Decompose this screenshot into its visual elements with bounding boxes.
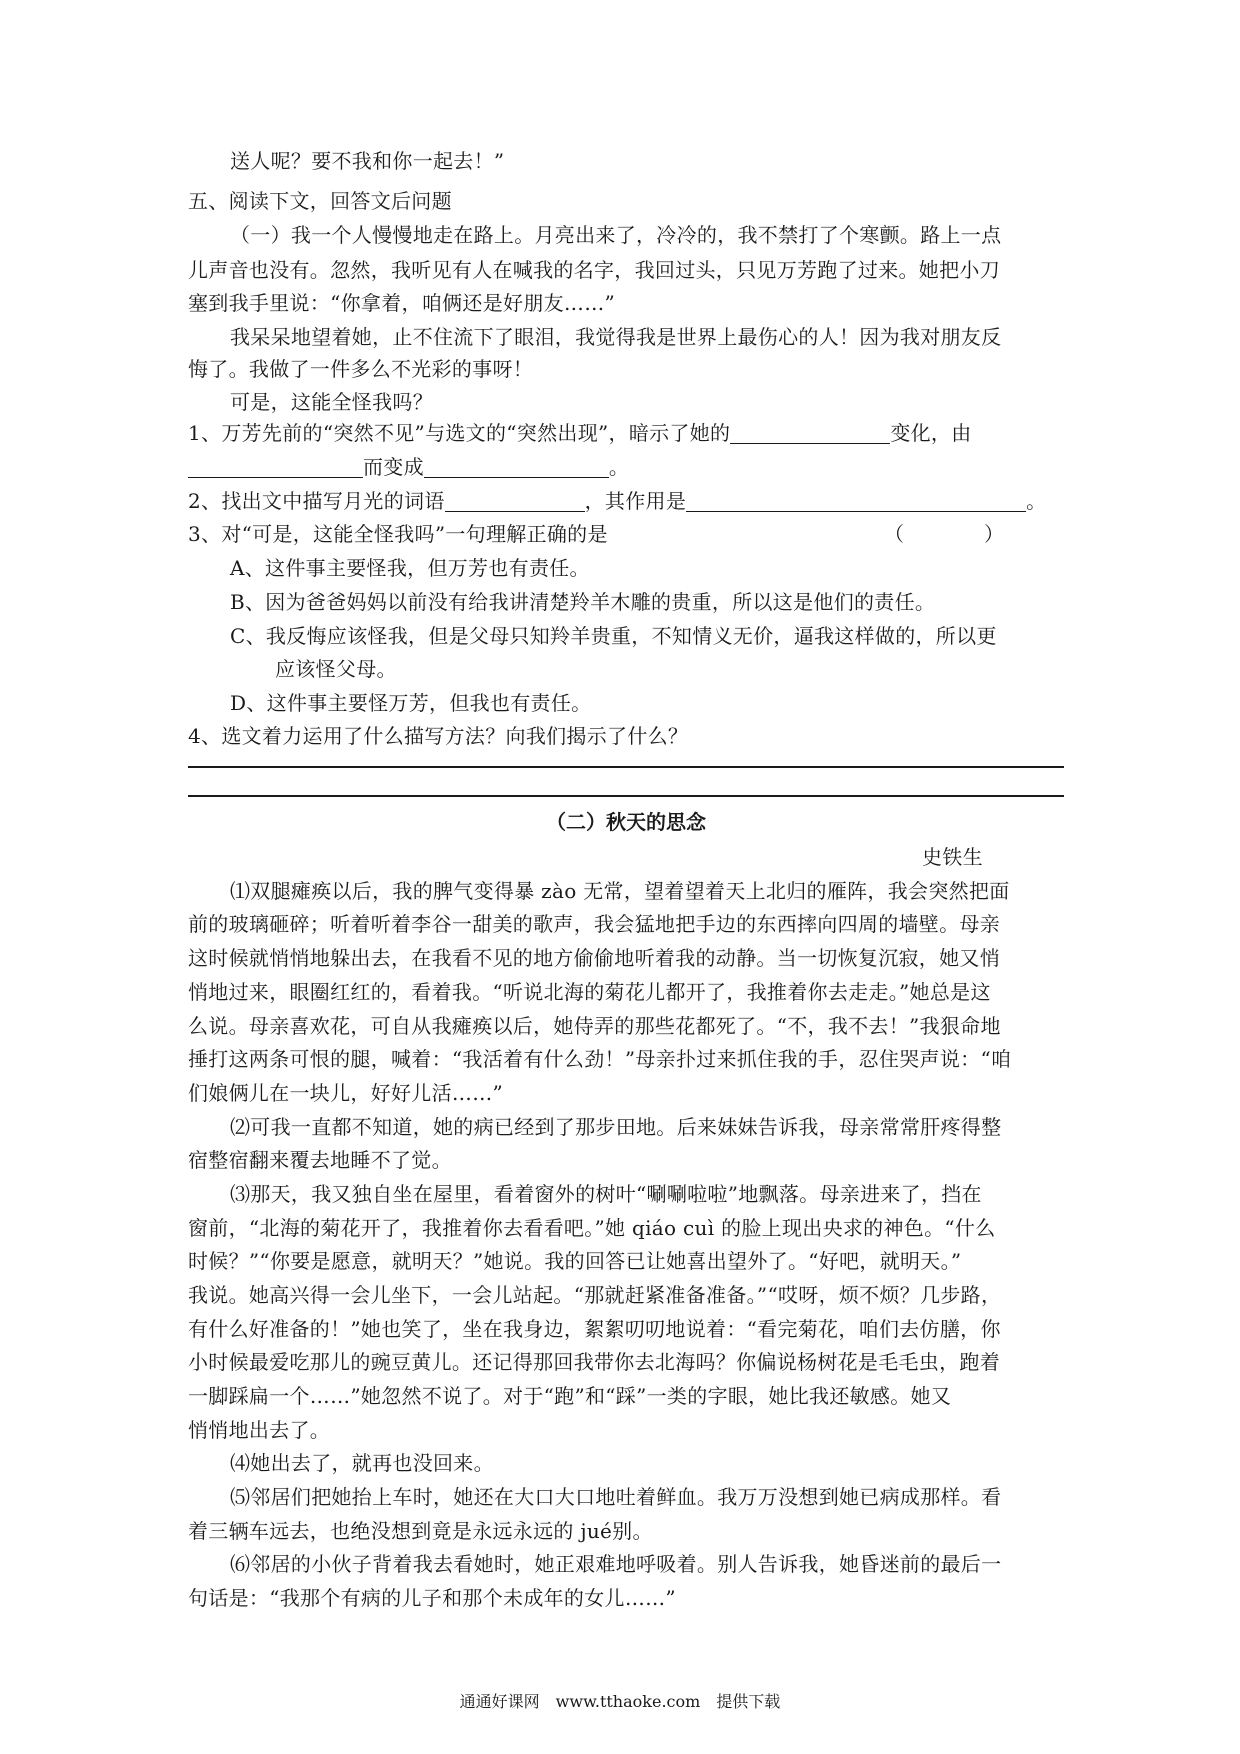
- question-1-text: 1、万芳先前的“突然不见”与选文的“突然出现”，暗示了她的: [188, 421, 731, 445]
- option-a: A、这件事主要怪我，但万芳也有责任。: [230, 556, 590, 580]
- text-line: 送人呢？要不我和你一起去！”: [230, 149, 505, 173]
- passage-line: ⑴双腿瘫痪以后，我的脾气变得暴 zào 无常，望着望着天上北归的雁阵，我会突然把面: [230, 879, 1010, 903]
- passage-line: ⑶那天，我又独自坐在屋里，看着窗外的树叶“唰唰啦啦”地飘落。母亲进来了，挡在: [230, 1182, 982, 1206]
- passage-line: 着三辆车远去，也绝没想到竟是永远永远的 jué别。: [188, 1519, 653, 1543]
- answer-blank[interactable]: [686, 491, 1026, 512]
- passage-line: ⑷她出去了，就再也没回来。: [230, 1451, 494, 1475]
- question-1: [188, 420, 972, 446]
- passage-line: 们娘俩儿在一块儿，好好儿活……”: [188, 1081, 504, 1105]
- option-d: D、这件事主要怪万芳，但我也有责任。: [230, 691, 592, 715]
- answer-blank[interactable]: [188, 457, 363, 478]
- passage-line: 有什么好准备的！”她也笑了，坐在我身边，絮絮叨叨地说着：“看完菊花，咱们去仿膳，你: [188, 1317, 1001, 1341]
- passage-line: 么说。母亲喜欢花，可自从我瘫痪以后，她侍弄的那些花都死了。“不，我不去！”我狠命地: [188, 1014, 1001, 1038]
- question-4: 4、选文着力运用了什么描写方法？向我们揭示了什么？: [188, 724, 689, 748]
- answer-paren-close: ）: [984, 522, 1005, 546]
- question-1-continued: [188, 454, 629, 480]
- option-c: C、我反悔应该怪我，但是父母只知羚羊贵重，不知情义无价，逼我这样做的，所以更: [230, 624, 997, 648]
- option-b: B、因为爸爸妈妈以前没有给我讲清楚羚羊木雕的贵重，所以这是他们的责任。: [230, 590, 936, 614]
- passage-line: 前的玻璃砸碎；听着听着李谷一甜美的歌声，我会猛地把手边的东西摔向四周的墙壁。母亲: [188, 912, 1000, 936]
- passage-line: 儿声音也没有。忽然，我听见有人在喊我的名字，我回过头，只见万芳跑了过来。她把小刀: [188, 258, 1000, 282]
- passage-line: ⑸邻居们把她抬上车时，她还在大口大口地吐着鲜血。我万万没想到她已病成那样。看: [230, 1485, 1002, 1509]
- passage-line: 悄悄地出去了。: [188, 1418, 331, 1442]
- passage-line: 窗前，“北海的菊花开了，我推着你去看看吧。”她 qiáo cuì 的脸上现出央求的神色。“什么: [188, 1216, 996, 1240]
- answer-blank[interactable]: [730, 423, 890, 444]
- option-c-continued: 应该怪父母。: [275, 657, 397, 681]
- passage-line: ⑵可我一直都不知道，她的病已经到了那步田地。后来妹妹告诉我，母亲常常肝疼得整: [230, 1115, 1002, 1139]
- passage-line: 捶打这两条可恨的腿，喊着：“我活着有什么劲！”母亲扑过来抓住我的手，忍住哭声说：“咱: [188, 1047, 1012, 1071]
- passage-line: 塞到我手里说：“你拿着，咱俩还是好朋友……”: [188, 291, 616, 315]
- question-3-stem: 3、对“可是，这能全怪我吗”一句理解正确的是: [188, 522, 608, 546]
- passage-line: 悄地过来，眼圈红红的，看着我。“听说北海的菊花儿都开了，我推着你去走走。”她总是这: [188, 980, 991, 1004]
- question-2-text: ，其作用是: [584, 489, 687, 513]
- question-2-text: 。: [1026, 489, 1047, 513]
- passage-line: （一）我一个人慢慢地走在路上。月亮出来了，冷冷的，我不禁打了个寒颤。路上一点: [230, 223, 1002, 247]
- section-heading: 五、阅读下文，回答文后问题: [188, 189, 452, 213]
- answer-blank[interactable]: [445, 491, 585, 512]
- passage-line: 句话是：“我那个有病的儿子和那个未成年的女儿……”: [188, 1586, 676, 1610]
- passage-line: 一脚踩扁一个……”她忽然不说了。对于“跑”和“踩”一类的字眼，她比我还敏感。她又: [188, 1384, 952, 1408]
- question-1-text: 。: [608, 455, 630, 479]
- answer-line[interactable]: [188, 766, 1064, 768]
- answer-blank[interactable]: [424, 457, 609, 478]
- answer-line[interactable]: [188, 795, 1064, 797]
- passage-line: ⑹邻居的小伙子背着我去看她时，她正艰难地呼吸着。别人告诉我，她昏迷前的最后一: [230, 1552, 1002, 1576]
- question-1-text: 变化，由: [890, 421, 972, 445]
- question-2-text: 2、找出文中描写月光的词语: [188, 489, 445, 513]
- passage-line: 这时候就悄悄地躲出去，在我看不见的地方偷偷地听着我的动静。当一切恢复沉寂，她又悄: [188, 946, 1000, 970]
- question-1-text: 而变成: [363, 455, 424, 479]
- passage-line: 悔了。我做了一件多么不光彩的事呀！: [188, 357, 534, 381]
- passage-line: 时候？”“你要是愿意，就明天？”她说。我的回答已让她喜出望外了。“好吧，就明天。”: [188, 1249, 962, 1273]
- passage-line: 可是，这能全怪我吗？: [230, 390, 433, 414]
- passage-line: 我呆呆地望着她，止不住流下了眼泪，我觉得我是世界上最伤心的人！因为我对朋友反: [230, 325, 1002, 349]
- page-footer: 通通好课网 www.tthaoke.com 提供下载: [459, 1692, 781, 1711]
- question-2: [188, 488, 1046, 514]
- passage-line: 小时候最爱吃那儿的豌豆黄儿。还记得那回我带你去北海吗？你偏说杨树花是毛毛虫，跑着: [188, 1350, 1000, 1374]
- answer-paren-open: （: [884, 522, 905, 546]
- author-name: 史铁生: [922, 845, 983, 869]
- passage-title: （二）秋天的思念: [546, 810, 706, 834]
- passage-line: 我说。她高兴得一会儿坐下，一会儿站起。“那就赶紧准备准备。”“哎呀，烦不烦？几步路，: [188, 1283, 1002, 1307]
- passage-line: 宿整宿翻来覆去地睡不了觉。: [188, 1148, 452, 1172]
